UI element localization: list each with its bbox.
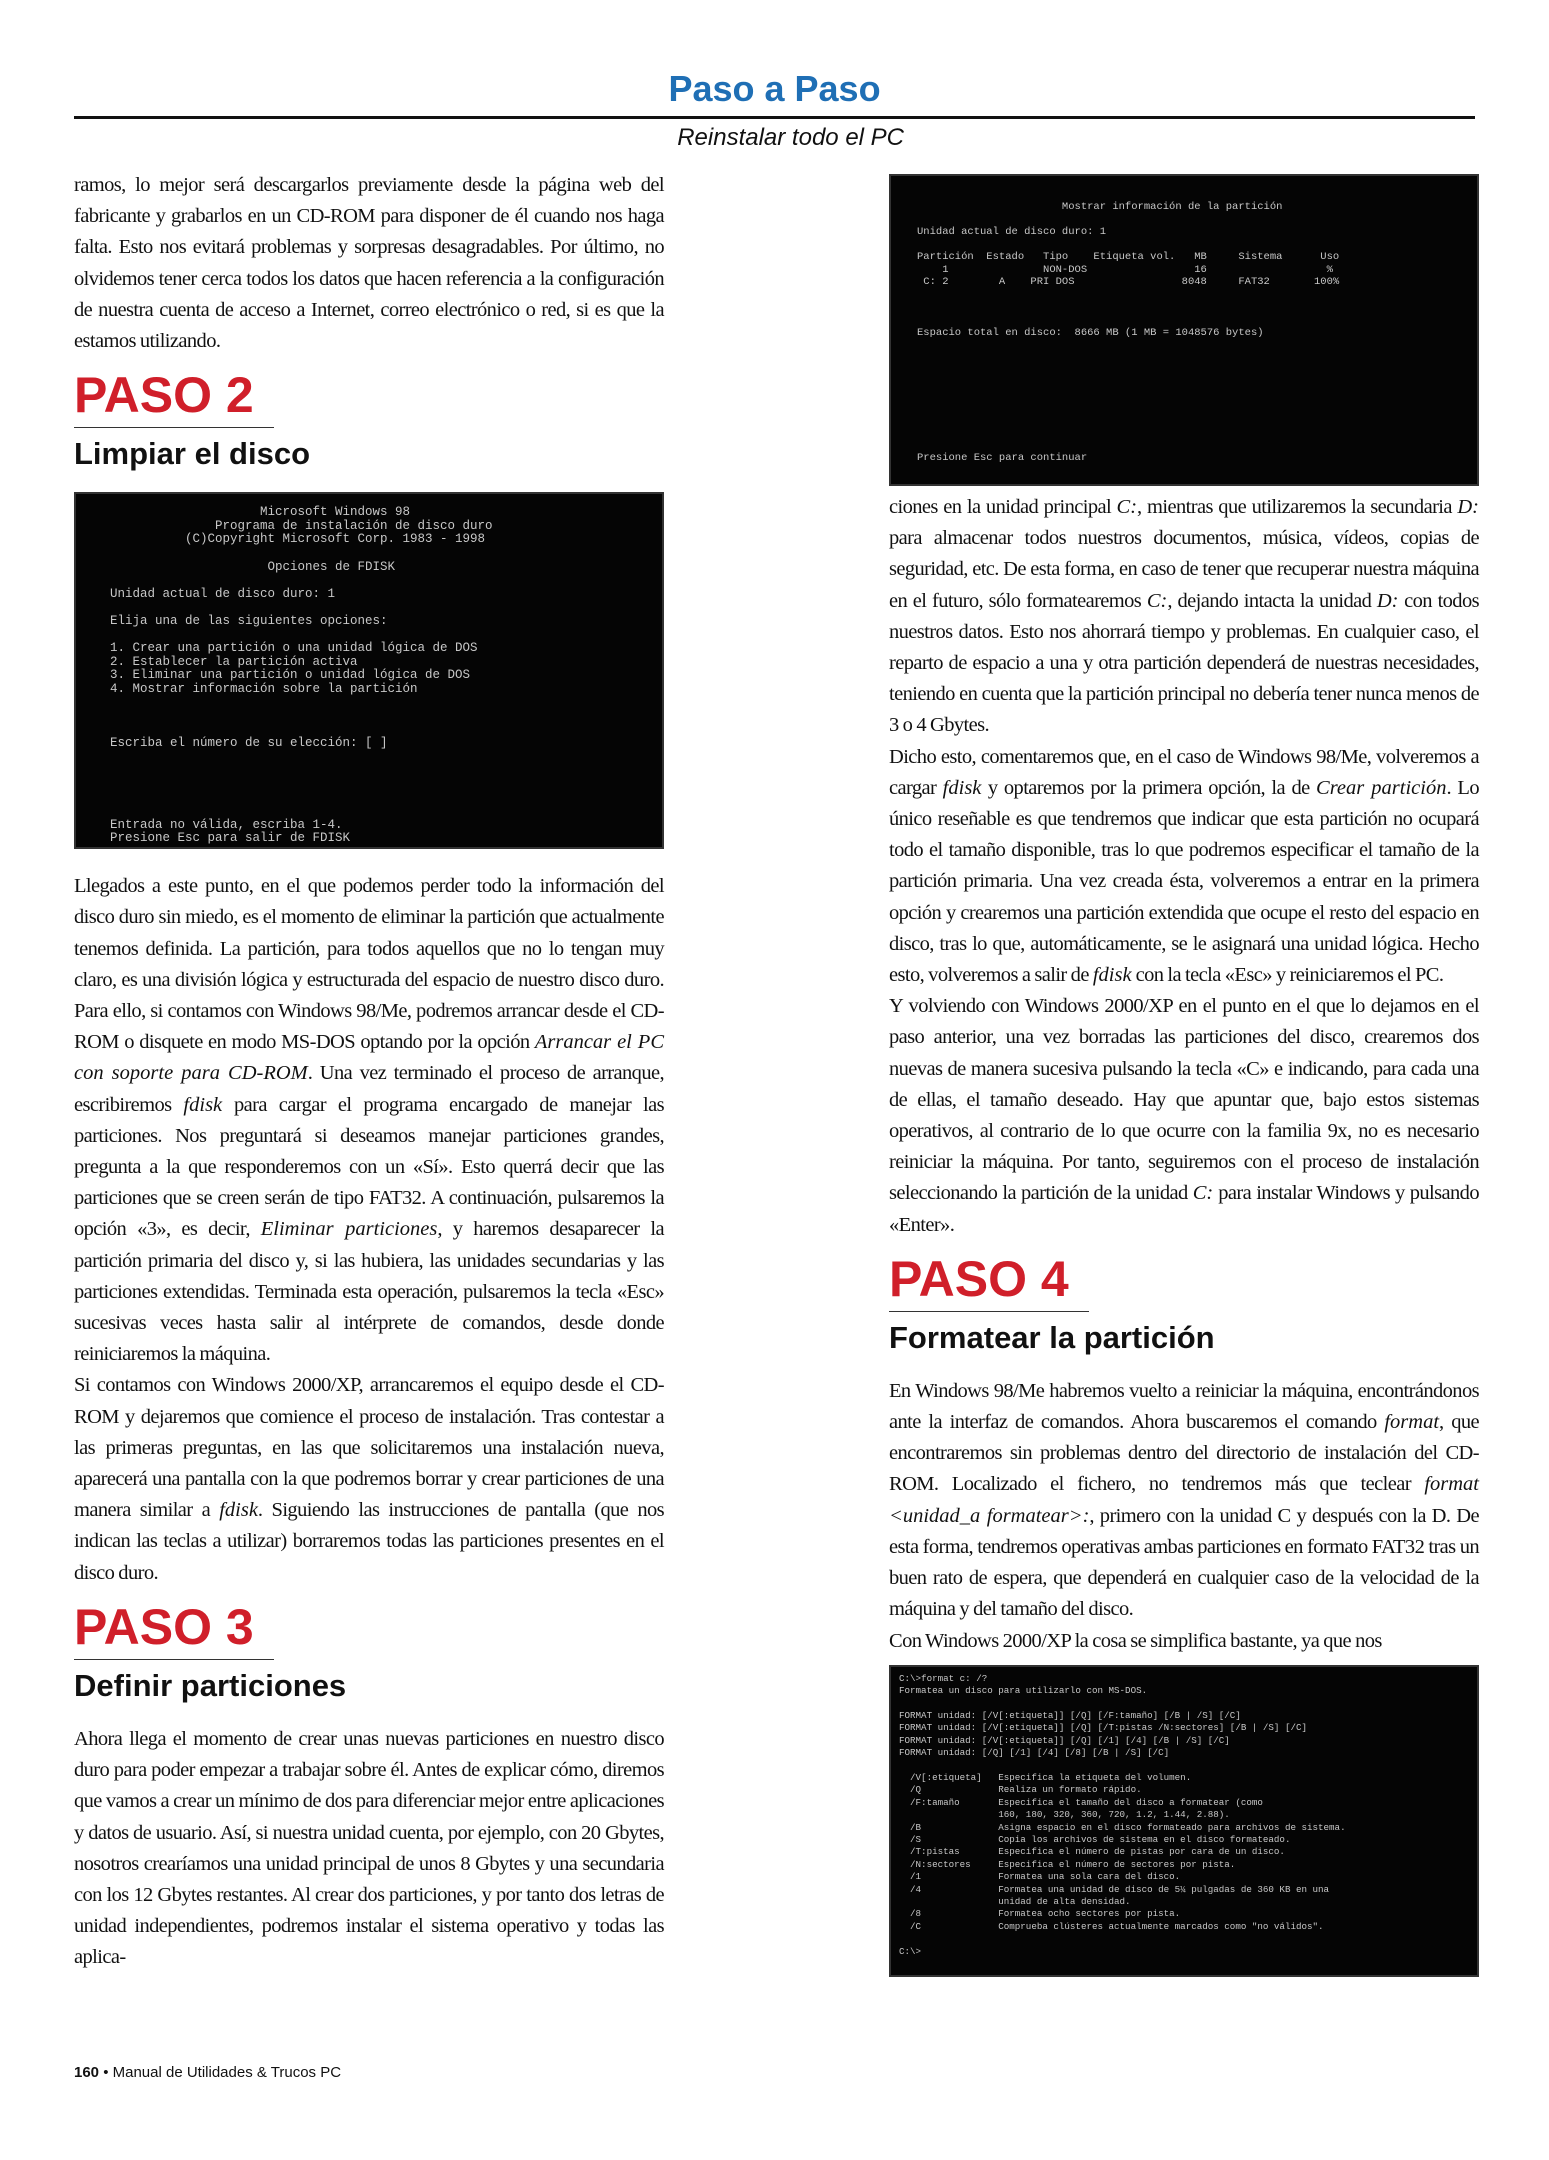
paso4-p1-a: En Windows 98/Me habremos vuelto a reiniciar la máquina, encontrándonos ante la interfaz de comandos. Ahora buscaremos el comando <box>889 1379 1479 1434</box>
paso2-p1-c: para cargar el programa encargado de manejar las particiones. Nos preguntará si deseamos manejar particiones grandes, pregunta a la que responderemos con un «Sí». Esto querrá decir que las particiones que se creen serán de tipo FAT32. A continuación, pulsaremos la opción «3», es decir, <box>74 1093 664 1241</box>
paso2-subtitle: Limpiar el disco <box>74 436 311 472</box>
fdisk-screen-line: 2. Establecer la partición activa <box>110 654 358 669</box>
paso3-p3-fdisk: fdisk <box>942 776 982 799</box>
format-screen-line: 160, 180, 320, 360, 720, 1.2, 1.44, 2.88). <box>899 1809 1230 1821</box>
paso3-p3-c: . Lo único reseñable es que tendremos que indicar que esta partición no ocupará todo el tamaño disponible, tras lo que podremos especificar el tamaño de la partición primaria. Una vez creada ésta, volveremos a entrar en la primera opción y crearemos una partición extendida que ocupe el resto del espacio en disco, tras lo que, automáticamente, se le asignará una unidad lógica. Hecho esto, volveremos a salir de <box>889 776 1479 987</box>
paso3-p4-a: Y volviendo con Windows 2000/XP en el punto en el que lo dejamos en el paso anterior, una vez borradas las particiones del disco, crearemos dos nuevas de manera sucesiva pulsando la tecla «C» e indicando, para cada una de ellas, el tamaño deseado. Hay que apuntar que, bajo estos sistemas operativos, al contrario de lo que ocurre con la familia 9x, no es necesario reiniciar la máquina. Por tanto, seguiremos con el proceso de instalación seleccionando la partición de la unidad <box>889 995 1479 1205</box>
paso3-p2-d: D: <box>1457 496 1480 518</box>
fdisk-screen-line <box>110 547 642 561</box>
format-screen-line: /N:sectores Especifica el número de sectores por pista. <box>899 1858 1236 1870</box>
format-screen-line <box>899 1760 1469 1772</box>
paso3-p4-b: para instalar Windows y pulsando «Enter». <box>889 1182 1479 1236</box>
paso3-paragraph-4 <box>889 991 1479 1241</box>
format-screen-line: C:\> <box>899 1945 922 1957</box>
paso4-rule <box>889 1311 1089 1312</box>
format-screen-line: /V[:etiqueta] Especifica la etiqueta del volumen. <box>899 1771 1192 1783</box>
paso2-rule <box>74 427 274 428</box>
paso3-p4-c: C: <box>1192 1182 1214 1205</box>
paso3-rule <box>74 1659 274 1660</box>
paso3-p3-crear: Crear partición <box>1316 776 1447 799</box>
paso4-title: PASO 4 <box>889 1250 1069 1307</box>
paso3-p3-d: con la tecla «Esc» y reiniciaremos el PC. <box>1131 964 1444 987</box>
fdisk-screen-line <box>110 601 642 615</box>
fdisk-screen-line: 4. Mostrar información sobre la partición <box>110 681 418 696</box>
partition-screen-line <box>917 402 1457 415</box>
page-footer <box>74 2064 341 2081</box>
format-screen-line: Formatea un disco para utilizarlo con MS-DOS. <box>899 1685 1148 1697</box>
format-screen-line: FORMAT unidad: [/V[:etiqueta]] [/Q] [/T:pistas /N:sectores] [/B | /S] [/C] <box>899 1722 1307 1734</box>
format-screen-line: /8 Formatea ocho sectores por pista. <box>899 1908 1181 1920</box>
partition-screen-line <box>917 352 1457 365</box>
fdisk-screen-line: Unidad actual de disco duro: 1 <box>110 586 336 601</box>
fdisk-screen-line: (C)Copyright Microsoft Corp. 1983 - 1998 <box>110 532 486 547</box>
format-screen-line: FORMAT unidad: [/Q] [/1] [/4] [/8] [/B | /S] [/C] <box>899 1747 1170 1759</box>
partition-screen-line <box>917 213 1457 226</box>
paso4-p1-b: , que encontraremos sin problemas dentro del directorio de instalación del CD-ROM. Localizado el fichero, no tendremos más que teclear <box>889 1411 1479 1496</box>
left-column <box>74 170 664 1974</box>
paso3-paragraph-2 <box>889 492 1479 742</box>
fdisk-screen-line <box>110 778 642 792</box>
fdisk-screen-line <box>110 792 642 806</box>
page-number: 160 <box>74 2064 100 2081</box>
paso2-p1-a: Llegados a este punto, en el que podemos perder todo la información del disco duro sin miedo, es el momento de eliminar la partición que actualmente tenemos definida. La partición, para todos aquellos que no lo tengan muy claro, es una división lógica y estructurada del espacio de nuestro disco duro. Para ello, si contamos con Windows 98/Me, podremos arrancar desde el CD-ROM o disquete en modo MS-DOS optando por la opción <box>74 875 664 1054</box>
fdisk-screen-line <box>110 629 642 643</box>
fdisk-screen-line: Entrada no válida, escriba 1-4. <box>110 817 343 832</box>
paso2-p1-fdisk: fdisk <box>183 1093 223 1116</box>
section-subtitle: Reinstalar todo el PC <box>677 124 904 151</box>
format-screen-line <box>899 1933 1469 1945</box>
right-column <box>889 170 1479 1977</box>
format-screen-line: unidad de alta densidad. <box>899 1896 1131 1908</box>
format-screen-line: C:\>format c: /? <box>899 1672 988 1684</box>
fdisk-screen-line: Presione Esc para salir de FDISK <box>110 831 351 846</box>
footer-text: • Manual de Utilidades & Trucos PC <box>99 2064 342 2081</box>
partition-screen-line: 1 NON-DOS 16 % <box>917 263 1333 276</box>
format-screen-line <box>899 1698 1469 1710</box>
partition-screen-line: Espacio total en disco: 8666 MB (1 MB = 1048576 bytes) <box>917 326 1264 339</box>
paso3-p2-c2: C: <box>1146 589 1168 612</box>
format-screen-line: FORMAT unidad: [/V[:etiqueta]] [/Q] [/1] [/4] [/B | /S] [/C] <box>899 1734 1230 1746</box>
paso4-paragraph-2: Con Windows 2000/XP la cosa se simplifica bastante, ya que nos <box>889 1629 1382 1652</box>
fdisk-screen-line <box>110 710 642 724</box>
partition-screen-line <box>917 314 1457 327</box>
paso3-p2-d-text: , dejando intacta la unidad <box>1167 589 1377 612</box>
format-screen-line: /1 Formatea una sola cara del disco. <box>899 1871 1181 1883</box>
fdisk-screen-line: Elija una de las siguientes opciones: <box>110 613 388 628</box>
format-screen-line: /C Comprueba clústeres actualmente marcados como "no válidos". <box>899 1920 1324 1932</box>
paso3-p2-c-text: para almacenar todos nuestros documentos, música, vídeos, copias de seguridad, etc. De esta forma, en caso de tener que recuperar nuestra máquina en el futuro, sólo formatearemos <box>889 527 1479 612</box>
partition-screen-line: C: 2 A PRI DOS 8048 FAT32 100% <box>917 276 1340 289</box>
partition-screen-line <box>917 427 1457 440</box>
fdisk-screen-line <box>110 765 642 779</box>
paso3-p2-a: ciones en la unidad principal <box>889 496 1117 518</box>
format-screen-line: /F:tamaño Especifica el tamaño del disco a formatear (como <box>899 1796 1263 1808</box>
fdisk-screen-line: 3. Eliminar una partición o unidad lógica de DOS <box>110 668 471 683</box>
partition-screen-line <box>917 440 1457 453</box>
partition-screen-line <box>917 390 1457 403</box>
partition-screen-line <box>917 301 1457 314</box>
fdisk-screen-line <box>110 574 642 588</box>
format-screen-line: /Q Realiza un formato rápido. <box>899 1784 1142 1796</box>
paso3-p3-a: Dicho esto, comentaremos que, en el caso de Windows 98/Me, volveremos a cargar <box>889 745 1479 799</box>
partition-screen-line <box>917 415 1457 428</box>
partition-screen-line: Mostrar información de la partición <box>917 200 1283 213</box>
paso3-paragraph-1: Ahora llega el momento de crear unas nuevas particiones en nuestro disco duro para poder empezar a trabajar sobre él. Antes de explicar cómo, diremos que vamos a crear un mínimo de dos para diferenciar mejor entre aplicaciones y datos de usuario. Así, si nuestra unidad cuenta, por ejemplo, con 20 Gbytes, nosotros crearíamos una unidad principal de unos 8 Gbytes y una secundaria con los 12 Gbytes restantes. Al crear dos particiones, y por tanto dos letras de unidad independientes, podremos instalar el sistema operativo y todas las aplica- <box>74 1727 664 1969</box>
paso4-p1-format: format <box>1384 1411 1440 1434</box>
fdisk-menu-screenshot <box>74 492 664 849</box>
fdisk-screen-line: 1. Crear una partición o una unidad lógica de DOS <box>110 641 478 656</box>
paso2-p2-a: Si contamos con Windows 2000/XP, arrancaremos el equipo desde el CD-ROM y dejaremos que comience el proceso de instalación. Tras contestar a las primeras preguntas, en las que solicitaremos una instalación nueva, aparecerá una pantalla con la que podremos borrar y crear particiones de una manera similar a <box>74 1374 664 1522</box>
paso2-p1-d: , y haremos desaparecer la partición primaria del disco y, si las hubiera, las unidades secundarias y las particiones extendidas. Terminada esta operación, pulsaremos la tecla «Esc» sucesivas veces hasta salir al intérprete de comandos, desde donde reiniciaremos la máquina. <box>74 1218 664 1366</box>
paso4-p1-c: , primero con la unidad C y después con la D. De esta forma, tendremos operativas ambas particiones en formato FAT32 tras un buen rato de espera, que dependerá en cualquier caso de la velocidad de la máquina y del tamaño del disco. <box>889 1504 1479 1621</box>
format-screen-line: /S Copia los archivos de sistema en el disco formateado. <box>899 1833 1291 1845</box>
partition-screen-line <box>917 339 1457 352</box>
partition-info-screenshot <box>889 174 1479 486</box>
paso3-p2-c: C: <box>1116 496 1138 518</box>
paso2-p2-b: . Siguiendo las instrucciones de pantalla (que nos indican las teclas a utilizar) borraremos todas las particiones presentes en el disco duro. <box>74 1499 665 1584</box>
fdisk-screen-line <box>110 805 642 819</box>
fdisk-screen-line: Opciones de FDISK <box>110 559 396 574</box>
paso2-p1-option: Arrancar el PC con soporte para CD-ROM <box>74 1031 664 1085</box>
fdisk-screen-line <box>110 751 642 765</box>
paso4-subtitle: Formatear la partición <box>889 1319 1215 1355</box>
paso3-title: PASO 3 <box>74 1598 254 1655</box>
section-title: Paso a Paso <box>668 68 881 109</box>
fdisk-screen-line: Microsoft Windows 98 <box>110 505 411 520</box>
partition-screen-line <box>917 377 1457 390</box>
paso3-paragraph-3 <box>889 742 1479 992</box>
paso4-paragraph-1 <box>889 1376 1479 1626</box>
fdisk-screen-line <box>110 724 642 738</box>
paso2-paragraph-1 <box>74 871 664 1370</box>
paso4-p1-cmd: format <unidad_a formatear>: <box>889 1473 1479 1527</box>
partition-screen-line: Partición Estado Tipo Etiqueta vol. MB Sistema Uso <box>917 250 1340 263</box>
format-screen-line: /B Asigna espacio en el disco formateado para archivos de sistema. <box>899 1821 1346 1833</box>
paso3-p2-d2: D: <box>1376 589 1399 612</box>
format-screen-line: FORMAT unidad: [/V[:etiqueta]] [/Q] [/F:tamaño] [/B | /S] [/C] <box>899 1709 1241 1721</box>
partition-screen-line <box>917 289 1457 302</box>
format-screen-line: /4 Formatea una unidad de disco de 5¼ pulgadas de 360 KB en una <box>899 1883 1330 1895</box>
paso3-subtitle: Definir particiones <box>74 1667 347 1703</box>
fdisk-screen-line: Programa de instalación de disco duro <box>110 518 493 533</box>
format-screen-line: /T:pistas Especifica el número de pistas por cara de un disco. <box>899 1846 1285 1858</box>
fdisk-screen-line: Escriba el número de su elección: [ ] <box>110 736 388 751</box>
paso3-p3-b: y optaremos por la primera opción, la de <box>981 776 1317 799</box>
intro-paragraph: ramos, lo mejor será descargarlos previamente desde la página web del fabricante y grabarlos en un CD-ROM para disponer de él cuando nos haga falta. Esto nos evitará problemas y sorpresas desagradables. Por último, no olvidemos tener cerca todos los datos que hacen referencia a la configuración de nuestra cuenta de acceso a Internet, correo electrónico o red, si es que la estamos utilizando. <box>74 174 664 353</box>
paso2-paragraph-2 <box>74 1370 664 1588</box>
partition-screen-line <box>917 238 1457 251</box>
paso3-p2-e: con todos nuestros datos. Esto nos ahorrará tiempo y problemas. En cualquier caso, el reparto de espacio a una y otra partición dependerá de nuestras necesidades, teniendo en cuenta que la partición principal no debería tener nunca menos de 3 o 4 Gbytes. <box>889 589 1479 737</box>
format-help-screenshot <box>889 1665 1479 1977</box>
paso3-p3-fdisk2: fdisk <box>1092 964 1132 987</box>
paso2-p1-b: . Una vez terminado el proceso de arranque, escribiremos <box>74 1062 664 1116</box>
partition-screen-line: Presione Esc para continuar <box>917 452 1088 465</box>
paso2-p2-fdisk: fdisk <box>219 1499 258 1522</box>
fdisk-screen-line <box>110 697 642 711</box>
partition-screen-line <box>917 188 1457 201</box>
partition-screen-line <box>917 364 1457 377</box>
header-rule <box>74 116 1475 119</box>
partition-screen-line: Unidad actual de disco duro: 1 <box>917 225 1107 238</box>
paso2-p1-eliminar: Eliminar particiones <box>260 1218 438 1241</box>
paso3-p2-b: , mientras que utilizaremos la secundaria <box>1137 496 1458 518</box>
paso2-title: PASO 2 <box>74 367 254 424</box>
